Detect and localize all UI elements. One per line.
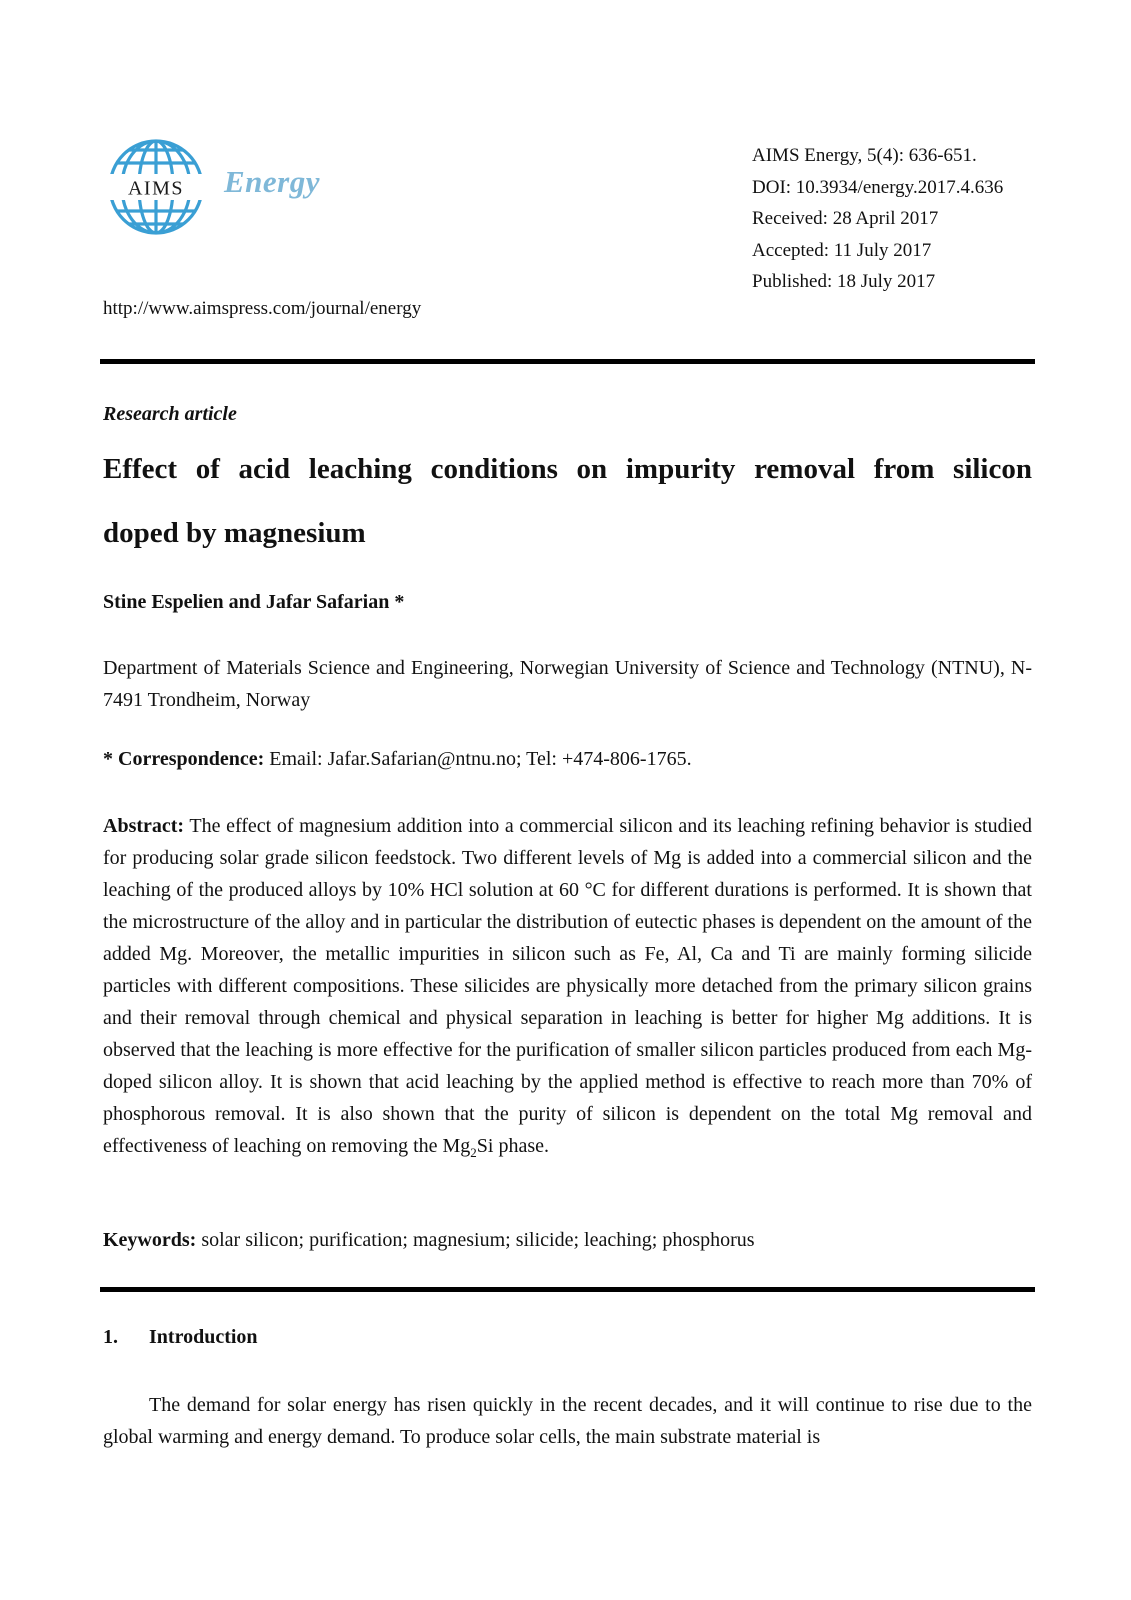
received-date: Received: 28 April 2017 — [752, 208, 939, 229]
citation-line: AIMS Energy, 5(4): 636-651. — [752, 145, 977, 166]
article-metadata — [752, 140, 1003, 298]
aims-globe-logo-icon — [106, 137, 206, 237]
abstract-subscript: 2 — [470, 1145, 477, 1160]
abstract-text-end: Si phase. — [476, 1135, 550, 1157]
journal-url[interactable]: http://www.aimspress.com/journal/energy — [103, 298, 422, 319]
page-header — [0, 0, 1131, 340]
section-heading-introduction — [103, 1326, 1032, 1349]
section-title: Introduction — [149, 1326, 258, 1348]
doi-line[interactable]: DOI: 10.3934/energy.2017.4.636 — [752, 176, 1004, 198]
title-line-1: Effect of acid leaching conditions on impurity removal from silicon — [103, 453, 1032, 485]
abstract-text: The effect of magnesium addition into a commercial silicon and its leaching refining behavior is studied for producing solar grade silicon feedstock. Two different levels of Mg is added into a commercial silicon and the leaching of the produced alloys by 10% HCl solution at 60 °C for different durations is performed. It is shown that the microstructure of the alloy and in particular the distribution of eutectic phases is dependent on the amount of the added Mg. Moreover, the metallic impurities in silicon such as Fe, Al, Ca and Ti are mainly forming silicide particles with different compositions. These silicides are physically more detached from the primary silicon grains and their removal through chemical and physical separation in leaching is better for higher Mg additions. It is observed that the leaching is more effective for the purification of smaller silicon particles produced from each Mg-doped silicon alloy. It is shown that acid leaching by the applied method is effective to reach more than 70% of phosphorous removal. It is also shown that the purity of silicon is dependent on the total Mg removal and effectiveness of leaching on removing the Mg — [103, 815, 1032, 1157]
journal-name: Energy — [224, 164, 320, 199]
keywords-text: solar silicon; purification; magnesium; silicide; leaching; phosphorus — [196, 1229, 755, 1251]
keywords — [103, 1229, 1032, 1252]
section-number: 1. — [103, 1326, 118, 1348]
abstract-label: Abstract: — [103, 815, 185, 837]
accepted-date: Accepted: 11 July 2017 — [752, 239, 932, 261]
authors: Stine Espelien and Jafar Safarian * — [103, 591, 405, 613]
keywords-label: Keywords: — [103, 1229, 197, 1251]
title-line-2: doped by magnesium — [103, 517, 366, 549]
correspondence — [103, 748, 1032, 771]
correspondence-label: * Correspondence: — [103, 748, 265, 770]
article-title — [103, 437, 1032, 565]
affiliation: Department of Materials Science and Engineering, Norwegian University of Science and Technology (NTNU), N-7491 Trondheim, Norway — [103, 657, 1032, 711]
logo-text: AIMS — [127, 177, 185, 200]
article-type: Research article — [103, 403, 237, 425]
correspondence-text[interactable]: Email: Jafar.Safarian@ntnu.no; Tel: +474-806-1765. — [264, 748, 692, 770]
top-divider — [100, 359, 1035, 364]
published-date: Published: 18 July 2017 — [752, 271, 936, 292]
introduction-paragraph: The demand for solar energy has risen quickly in the recent decades, and it will continue to rise due to the global warming and energy demand. To produce solar cells, the main substrate material is — [103, 1394, 1032, 1448]
bottom-divider — [100, 1287, 1035, 1292]
abstract — [103, 810, 1032, 1162]
